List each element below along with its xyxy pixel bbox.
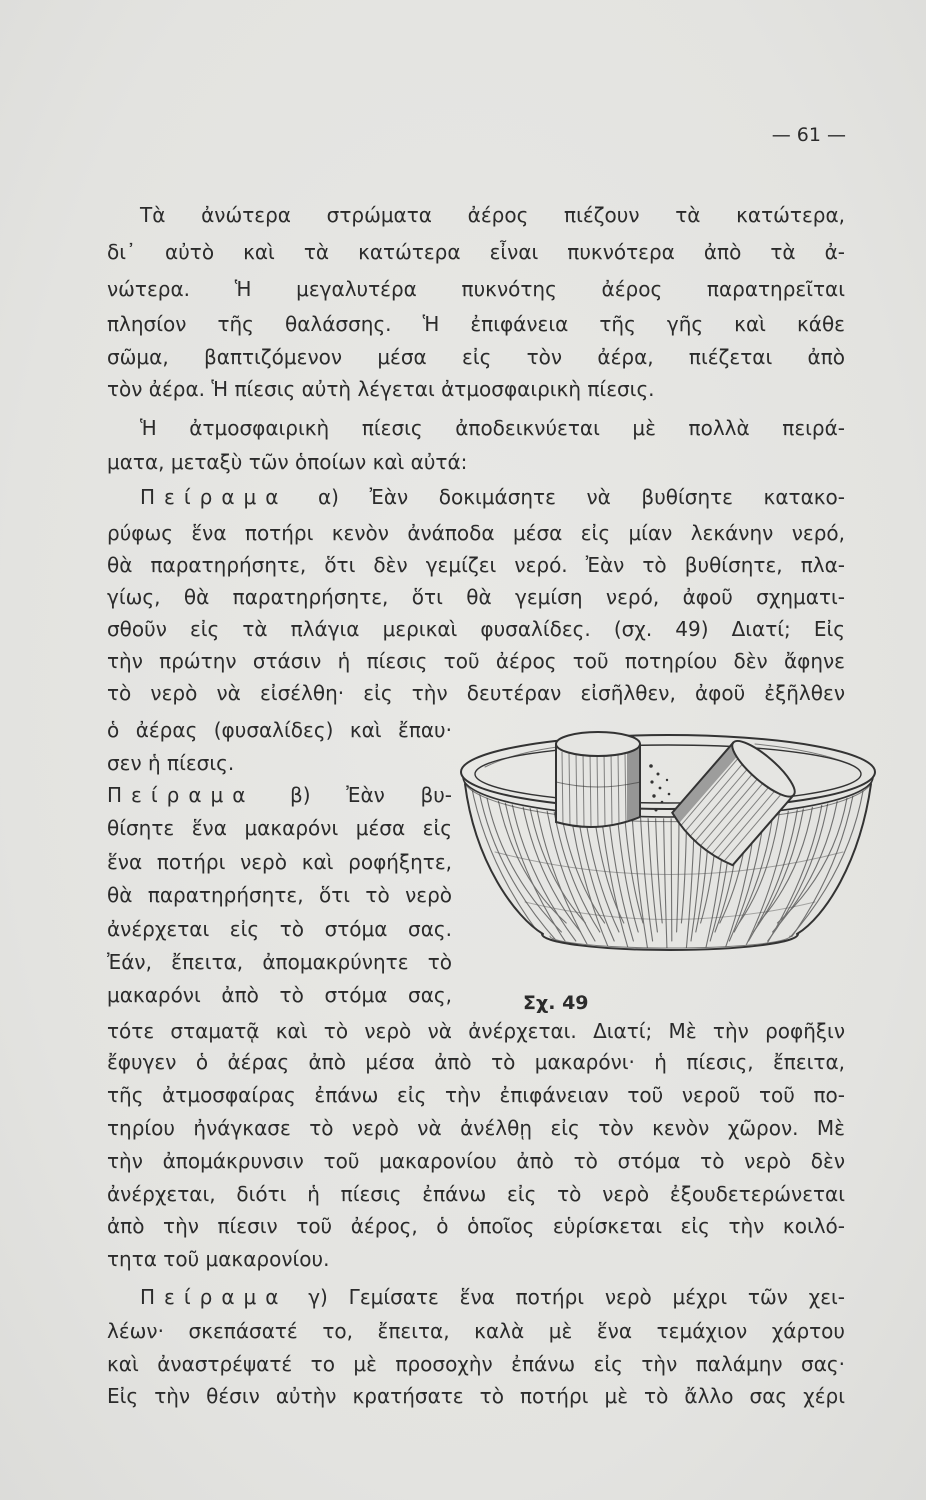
experiment-marker: α) xyxy=(318,485,339,509)
text-line: ἀνέρχεται, διότι ἡ πίεσις ἐπάνω εἰς τὸ νερὸ ἐξουδετερώνεται xyxy=(107,1182,845,1206)
bubble xyxy=(655,809,658,812)
text-line: θὰ παρατηρήσητε, ὅτι τὸ νερὸ xyxy=(107,883,452,907)
text-line: δι᾽ αὐτὸ καὶ τὰ κατώτερα εἶναι πυκνότερα ἀπὸ τὰ ἀ- xyxy=(107,240,845,264)
experiment-label: Πείραμα xyxy=(107,783,255,807)
text-line: τότε σταματᾷ καὶ τὸ νερὸ νὰ ἀνέρχεται. Διατί; Μὲ τὴν ροφῆξιν xyxy=(107,1019,845,1043)
bubble xyxy=(666,779,668,781)
text-line xyxy=(107,780,452,810)
text-line-body: Ἐὰν βυ- xyxy=(346,783,453,807)
text-line: πλησίον τῆς θαλάσσης. Ἡ ἐπιφάνεια τῆς γῆς καὶ κάθε xyxy=(107,312,845,336)
text-line: σῶμα, βαπτιζόμενον μέσα εἰς τὸν ἀέρα, πιέζεται ἀπὸ xyxy=(107,345,845,369)
bowl-rim-outer xyxy=(461,735,875,809)
text-line: μακαρόνι ἀπὸ τὸ στόμα σας, xyxy=(107,983,452,1007)
text-line: τὴν πρώτην στάσιν ἡ πίεσις τοῦ ἀέρος τοῦ ποτηρίου δὲν ἄφηνε xyxy=(107,649,845,673)
glass-tilted xyxy=(668,733,802,870)
text-line: γίως, θὰ παρατηρήσητε, ὅτι θὰ γεμίση νερό, ἀφοῦ σχηματι- xyxy=(107,585,845,609)
text-line xyxy=(140,1282,845,1312)
text-line: ρύφως ἕνα ποτήρι κενὸν ἀνάποδα μέσα εἰς μίαν λεκάνην νερό, xyxy=(107,521,845,545)
rim-shading xyxy=(485,746,565,767)
bubble xyxy=(652,794,655,797)
bowl-contour xyxy=(525,902,815,920)
experiment-label: Πείραμα xyxy=(140,1285,288,1309)
bubble xyxy=(657,773,660,776)
hatch-line xyxy=(773,791,839,932)
figure-caption: Σχ. 49 xyxy=(523,992,589,1014)
text-line: Ἐάν, ἔπειτα, ἀπομακρύνητε τὸ xyxy=(107,950,452,974)
text-line: σεν ἡ πίεσις. xyxy=(107,751,235,775)
experiment-marker: β) xyxy=(290,783,311,807)
text-line: Ἡ ἀτμοσφαιρικὴ πίεσις ἀποδεικνύεται μὲ πολλὰ πειρά- xyxy=(140,416,845,440)
bubble xyxy=(661,801,664,804)
text-line: νώτερα. Ἡ μεγαλυτέρα πυκνότης ἀέρος παρατηρεῖται xyxy=(107,277,845,301)
text-line: θὰ παρατηρήσητε, ὅτι δὲν γεμίζει νερό. Ἐὰν τὸ βυθίσητε, πλα- xyxy=(107,553,845,577)
text-line-body: Ἐὰν δοκιμάσητε νὰ βυθίσητε κατακο- xyxy=(369,485,845,509)
text-line xyxy=(140,482,845,512)
text-line: τὴν ἀπομάκρυνσιν τοῦ μακαρονίου ἀπὸ τὸ στόμα τὸ νερὸ δὲν xyxy=(107,1149,845,1173)
text-line: ἕνα ποτήρι νερὸ καὶ ροφήξητε, xyxy=(107,850,452,874)
text-line: τὸ νερὸ νὰ εἰσέλθη· εἰς τὴν δευτέραν εἰσῆλθεν, ἀφοῦ ἐξῆλθεν xyxy=(107,681,845,705)
bowl-contour xyxy=(495,852,843,875)
bubble xyxy=(650,780,653,783)
page-number: — 61 — xyxy=(771,124,846,146)
glass-upright xyxy=(556,732,640,827)
text-line: τῆς ἀτμοσφαίρας ἐπάνω εἰς τὴν ἐπιφάνειαν τοῦ νεροῦ τοῦ πο- xyxy=(107,1083,845,1107)
figure-basin-with-glasses xyxy=(455,722,895,967)
text-line: τηρίου ἠνάγκασε τὸ νερὸ νὰ ἀνέλθῃ εἰς τὸν κενὸν χῶρον. Μὲ xyxy=(107,1116,845,1140)
text-line: ἀνέρχεται εἰς τὸ στόμα σας. xyxy=(107,917,452,941)
text-line: ὁ ἀέρας (φυσαλίδες) καὶ ἔπαυ· xyxy=(107,718,452,742)
text-line: ματα, μεταξὺ τῶν ὁποίων καὶ αὐτά: xyxy=(107,450,468,474)
text-line-body: Γεμίσατε ἕνα ποτήρι νερὸ μέχρι τῶν χει- xyxy=(348,1285,846,1309)
text-line: Τὰ ἀνώτερα στρώματα ἀέρος πιέζουν τὰ κατώτερα, xyxy=(140,203,845,227)
text-line: Εἰς τὴν θέσιν αὐτὴν κρατήσατε τὸ ποτήρι μὲ τὸ ἄλλο σας χέρι xyxy=(107,1384,845,1408)
bubble xyxy=(668,793,671,796)
text-line: λέων· σκεπάσατέ το, ἔπειτα, καλὰ μὲ ἕνα τεμάχιον χάρτου xyxy=(107,1319,845,1343)
text-line: θίσητε ἕνα μακαρόνι μέσα εἰς xyxy=(107,816,452,840)
hatch-line xyxy=(787,791,863,941)
experiment-marker: γ) xyxy=(308,1285,328,1309)
text-line: τὸν ἀέρα. Ἡ πίεσις αὐτὴ λέγεται ἀτμοσφαιρικὴ πίεσις. xyxy=(107,377,655,401)
text-line: ἔφυγεν ὁ ἀέρας ἀπὸ μέσα ἀπὸ τὸ μακαρόνι· ἡ πίεσις, ἔπειτα, xyxy=(107,1050,845,1074)
air-bubbles xyxy=(649,764,670,811)
experiment-label: Πείραμα xyxy=(140,485,288,509)
text-line: σθοῦν εἰς τὰ πλάγια μερικαὶ φυσαλίδες. (σχ. 49) Διατί; Εἰς xyxy=(107,617,845,641)
glass-upright-top xyxy=(556,732,640,756)
text-line: καὶ ἀναστρέψατέ το μὲ προσοχὴν ἐπάνω εἰς τὴν παλάμην σας· xyxy=(107,1352,845,1376)
bubble xyxy=(659,787,662,790)
text-line: ἀπὸ τὴν πίεσιν τοῦ ἀέρος, ὁ ὁποῖος εὑρίσκεται εἰς τὴν κοιλό- xyxy=(107,1214,845,1238)
text-line: τητα τοῦ μακαρονίου. xyxy=(107,1247,330,1271)
bubble xyxy=(649,764,653,768)
